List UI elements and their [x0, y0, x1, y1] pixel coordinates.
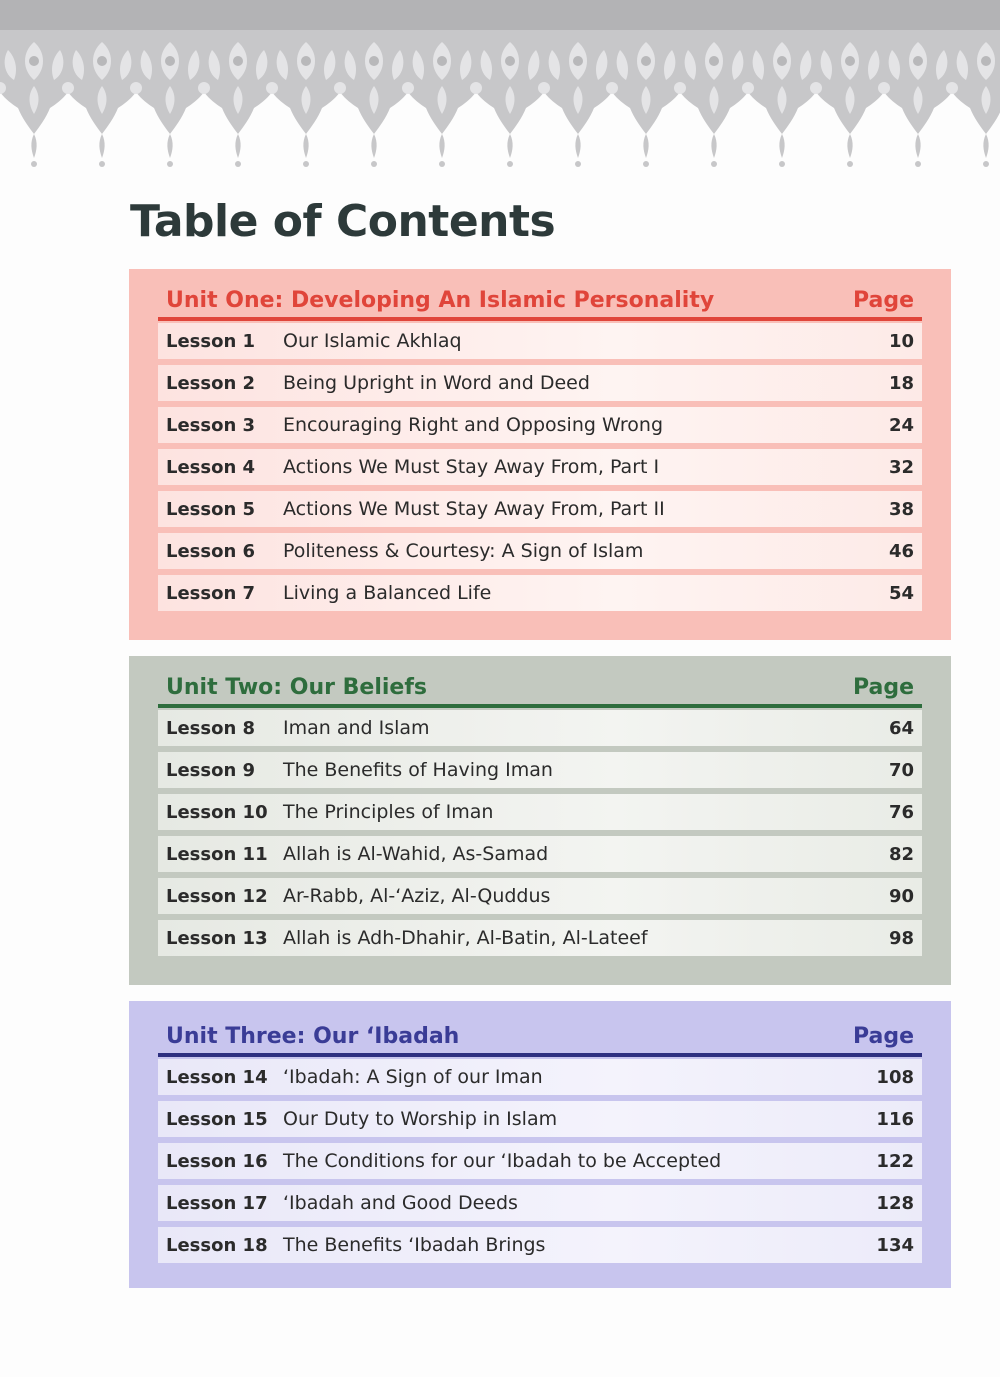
lesson-title: Living a Balanced Life	[283, 582, 492, 604]
unit-title	[166, 1024, 459, 1049]
lesson-title: The Benefits of Having Iman	[283, 759, 553, 781]
arabesque-border-ornament	[0, 30, 1000, 175]
lesson-number: Lesson 7	[166, 582, 256, 604]
lesson-number: Lesson 4	[166, 456, 256, 478]
lesson-row[interactable]	[158, 533, 922, 569]
lesson-page: 76	[888, 801, 914, 823]
lesson-page: 128	[876, 1192, 914, 1214]
lesson-number: Lesson 12	[166, 885, 268, 907]
lesson-number: Lesson 18	[166, 1234, 268, 1256]
lesson-title: ‘Ibadah and Good Deeds	[283, 1192, 518, 1214]
unit-two-section	[129, 656, 951, 985]
lesson-title: Allah is Al-Wahid, As-Samad	[283, 843, 549, 865]
unit-name: Our Beliefs	[289, 675, 427, 700]
lesson-page: 24	[888, 414, 914, 436]
lesson-number: Lesson 10	[166, 801, 268, 823]
lesson-title: Allah is Adh-Dhahir, Al-Batin, Al-Lateef	[283, 927, 648, 949]
lesson-row[interactable]	[158, 449, 922, 485]
unit-one-section	[129, 269, 951, 640]
page-column-header: Page	[852, 288, 914, 313]
unit-label: Unit One:	[166, 288, 284, 313]
unit-rule	[158, 1053, 922, 1057]
lesson-page: 18	[888, 372, 914, 394]
lesson-title: ‘Ibadah: A Sign of our Iman	[283, 1066, 543, 1088]
unit-header	[158, 1001, 922, 1053]
lesson-row[interactable]	[158, 1101, 922, 1137]
lesson-page: 10	[888, 330, 914, 352]
lesson-number: Lesson 11	[166, 843, 268, 865]
lesson-number: Lesson 16	[166, 1150, 268, 1172]
lesson-page: 64	[888, 717, 914, 739]
unit-name: Our ‘Ibadah	[313, 1024, 460, 1049]
lesson-title: Actions We Must Stay Away From, Part II	[283, 498, 665, 520]
unit-label: Unit Two:	[166, 675, 283, 700]
lesson-number: Lesson 1	[166, 330, 256, 352]
page-column-header: Page	[852, 675, 914, 700]
lesson-title: Encouraging Right and Opposing Wrong	[283, 414, 664, 436]
unit-title	[166, 288, 714, 313]
unit-three-section	[129, 1001, 951, 1288]
lesson-title: Being Upright in Word and Deed	[283, 372, 590, 394]
lesson-page: 32	[888, 456, 914, 478]
lesson-row[interactable]	[158, 1185, 922, 1221]
lesson-row[interactable]	[158, 365, 922, 401]
unit-rule	[158, 704, 922, 708]
unit-rule	[158, 317, 922, 321]
lesson-title: The Benefits ‘Ibadah Brings	[283, 1234, 546, 1256]
unit-header	[158, 269, 922, 317]
unit-title	[166, 675, 427, 700]
lesson-title: Actions We Must Stay Away From, Part I	[283, 456, 660, 478]
lesson-number: Lesson 17	[166, 1192, 268, 1214]
lesson-row[interactable]	[158, 323, 922, 359]
lesson-page: 70	[888, 759, 914, 781]
lesson-number: Lesson 3	[166, 414, 256, 436]
lesson-title: Our Duty to Worship in Islam	[283, 1108, 558, 1130]
unit-label: Unit Three:	[166, 1024, 306, 1049]
lesson-title: Politeness & Courtesy: A Sign of Islam	[283, 540, 644, 562]
lesson-row[interactable]	[158, 1143, 922, 1179]
lesson-row[interactable]	[158, 407, 922, 443]
lesson-title: Iman and Islam	[283, 717, 430, 739]
lesson-row[interactable]	[158, 752, 922, 788]
lesson-number: Lesson 6	[166, 540, 256, 562]
lesson-page: 122	[876, 1150, 914, 1172]
lesson-number: Lesson 15	[166, 1108, 268, 1130]
lesson-title: Our Islamic Akhlaq	[283, 330, 462, 352]
lesson-title: The Principles of Iman	[283, 801, 494, 823]
lesson-page: 116	[876, 1108, 914, 1130]
lesson-row[interactable]	[158, 1227, 922, 1263]
lesson-row[interactable]	[158, 575, 922, 611]
lesson-row[interactable]	[158, 878, 922, 914]
lesson-page: 46	[888, 540, 914, 562]
lesson-page: 38	[888, 498, 914, 520]
unit-name: Developing An Islamic Personality	[291, 288, 715, 313]
lesson-page: 134	[876, 1234, 914, 1256]
lesson-row[interactable]	[158, 1059, 922, 1095]
lesson-title: Ar-Rabb, Al-‘Aziz, Al-Quddus	[283, 885, 551, 907]
lesson-page: 98	[888, 927, 914, 949]
lesson-page: 108	[876, 1066, 914, 1088]
lesson-row[interactable]	[158, 794, 922, 830]
lesson-number: Lesson 9	[166, 759, 256, 781]
unit-header	[158, 656, 922, 704]
lesson-page: 82	[888, 843, 914, 865]
lesson-number: Lesson 8	[166, 717, 256, 739]
lesson-page: 90	[888, 885, 914, 907]
page-title: Table of Contents	[130, 196, 556, 247]
lesson-number: Lesson 2	[166, 372, 256, 394]
lesson-page: 54	[888, 582, 914, 604]
lesson-row[interactable]	[158, 920, 922, 956]
lesson-number: Lesson 14	[166, 1066, 268, 1088]
lesson-row[interactable]	[158, 491, 922, 527]
page-column-header: Page	[852, 1024, 914, 1049]
lesson-title: The Conditions for our ‘Ibadah to be Accepted	[283, 1150, 722, 1172]
lesson-number: Lesson 13	[166, 927, 268, 949]
lesson-number: Lesson 5	[166, 498, 256, 520]
lesson-row[interactable]	[158, 710, 922, 746]
lesson-row[interactable]	[158, 836, 922, 872]
